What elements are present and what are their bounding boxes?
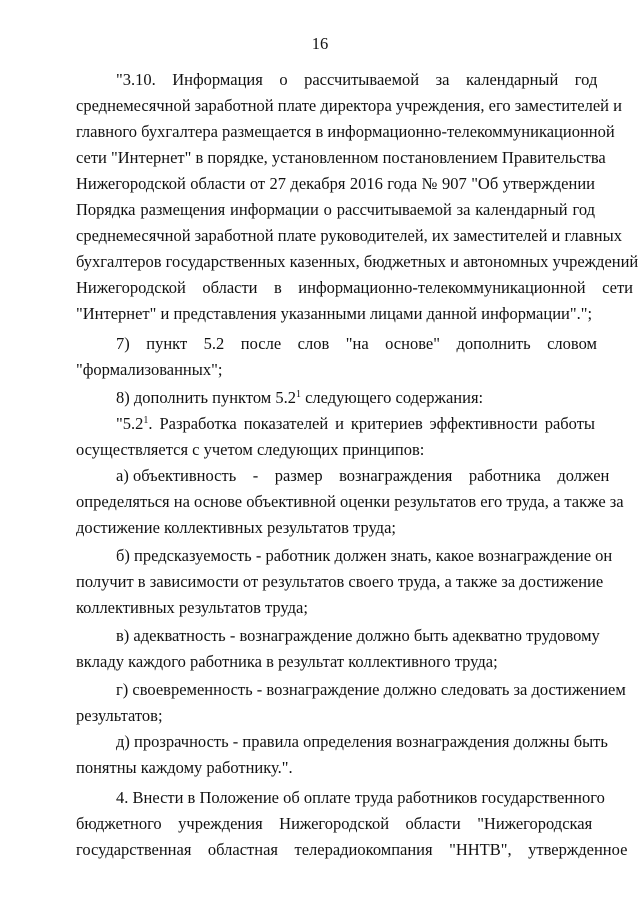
text-line-content: 8) дополнить пунктом 5.2	[116, 388, 296, 407]
text-line	[116, 546, 613, 566]
text-line-content: получит в зависимости от результатов своего труда, а также за достижение	[76, 572, 604, 591]
text-line	[76, 840, 628, 860]
text-line	[76, 96, 622, 116]
text-line-content: сети "Интернет" в порядке, установленном постановлением Правительства	[76, 148, 606, 167]
text-line-content: г) своевременность - вознаграждение должно следовать за достижением	[116, 680, 626, 699]
text-line	[116, 788, 605, 808]
text-line-continuation: следующего содержания:	[300, 388, 484, 407]
text-line-content: государственная областная телерадиокомпания "ННТВ", утвержденное	[76, 840, 628, 859]
text-line	[76, 518, 595, 538]
text-line-content: среднемесячной заработной плате директора учреждения, его заместителей и	[76, 96, 622, 115]
text-line-content: 4. Внести в Положение об оплате труда работников государственного	[116, 788, 605, 807]
text-line	[76, 758, 595, 778]
text-line	[116, 732, 608, 752]
text-line	[76, 278, 634, 298]
text-line-content: "формализованных";	[76, 360, 223, 379]
text-line-content: Порядка размещения информации о рассчитываемой за календарный год	[76, 200, 595, 219]
text-line-content: в) адекватность - вознаграждение должно быть адекватно трудовому	[116, 626, 600, 645]
text-line	[76, 572, 604, 592]
text-line-content: коллективных результатов труда;	[76, 598, 308, 617]
text-line-content: осуществляется с учетом следующих принципов:	[76, 440, 425, 459]
text-line-content: "3.10. Информация о рассчитываемой за календарный год	[116, 70, 598, 89]
text-line	[76, 492, 624, 512]
text-line	[116, 388, 595, 408]
superscript: 1	[295, 389, 301, 400]
page-number: 16	[311, 34, 329, 53]
text-line-content: Нижегородской области от 27 декабря 2016 года № 907 "Об утверждении	[76, 174, 595, 193]
text-line	[76, 174, 595, 194]
superscript: 1	[143, 415, 149, 426]
text-line	[76, 304, 595, 324]
text-line-content: 7) пункт 5.2 после слов "на основе" дополнить словом	[116, 334, 597, 353]
text-line	[76, 226, 622, 246]
text-line	[76, 252, 639, 272]
text-line-content: б) предсказуемость - работник должен знать, какое вознаграждение он	[116, 546, 613, 565]
text-line	[116, 626, 600, 646]
text-line	[116, 334, 595, 354]
text-line	[116, 680, 626, 700]
text-line-content: вкладу каждого работника в результат коллективного труда;	[76, 652, 498, 671]
text-line	[116, 70, 598, 90]
text-line-content: д) прозрачность - правила определения вознаграждения должны быть	[116, 732, 608, 751]
text-line-content: бюджетного учреждения Нижегородской области "Нижегородская	[76, 814, 593, 833]
text-line	[116, 414, 595, 434]
text-line-content: среднемесячной заработной плате руководителей, их заместителей и главных	[76, 226, 622, 245]
text-line	[76, 814, 595, 834]
text-line-content: бухгалтеров государственных казенных, бюджетных и автономных учреждений	[76, 252, 639, 271]
text-line	[76, 122, 615, 142]
text-line-content: Нижегородской области в информационно-телекоммуникационной сети	[76, 278, 634, 297]
text-line	[76, 598, 595, 618]
text-line-continuation: . Разработка показателей и критериев эффективности работы	[148, 414, 595, 433]
text-line	[76, 200, 595, 220]
text-line-content: "Интернет" и представления указанными лицами данной информации".";	[76, 304, 593, 323]
text-line-content: "5.2	[116, 414, 144, 433]
text-line	[76, 652, 595, 672]
text-line	[76, 440, 595, 460]
text-line	[76, 360, 595, 380]
text-line-content: результатов;	[76, 706, 163, 725]
text-line	[116, 466, 610, 486]
text-line	[76, 148, 606, 168]
text-line-content: понятны каждому работнику.".	[76, 758, 293, 777]
text-line-content: а) объективность - размер вознаграждения работника должен	[116, 466, 610, 485]
text-line-content: определяться на основе объективной оценки результатов его труда, а также за	[76, 492, 624, 511]
text-line-content: главного бухгалтера размещается в информационно-телекоммуникационной	[76, 122, 615, 141]
text-line	[76, 706, 595, 726]
text-line-content: достижение коллективных результатов труда;	[76, 518, 396, 537]
